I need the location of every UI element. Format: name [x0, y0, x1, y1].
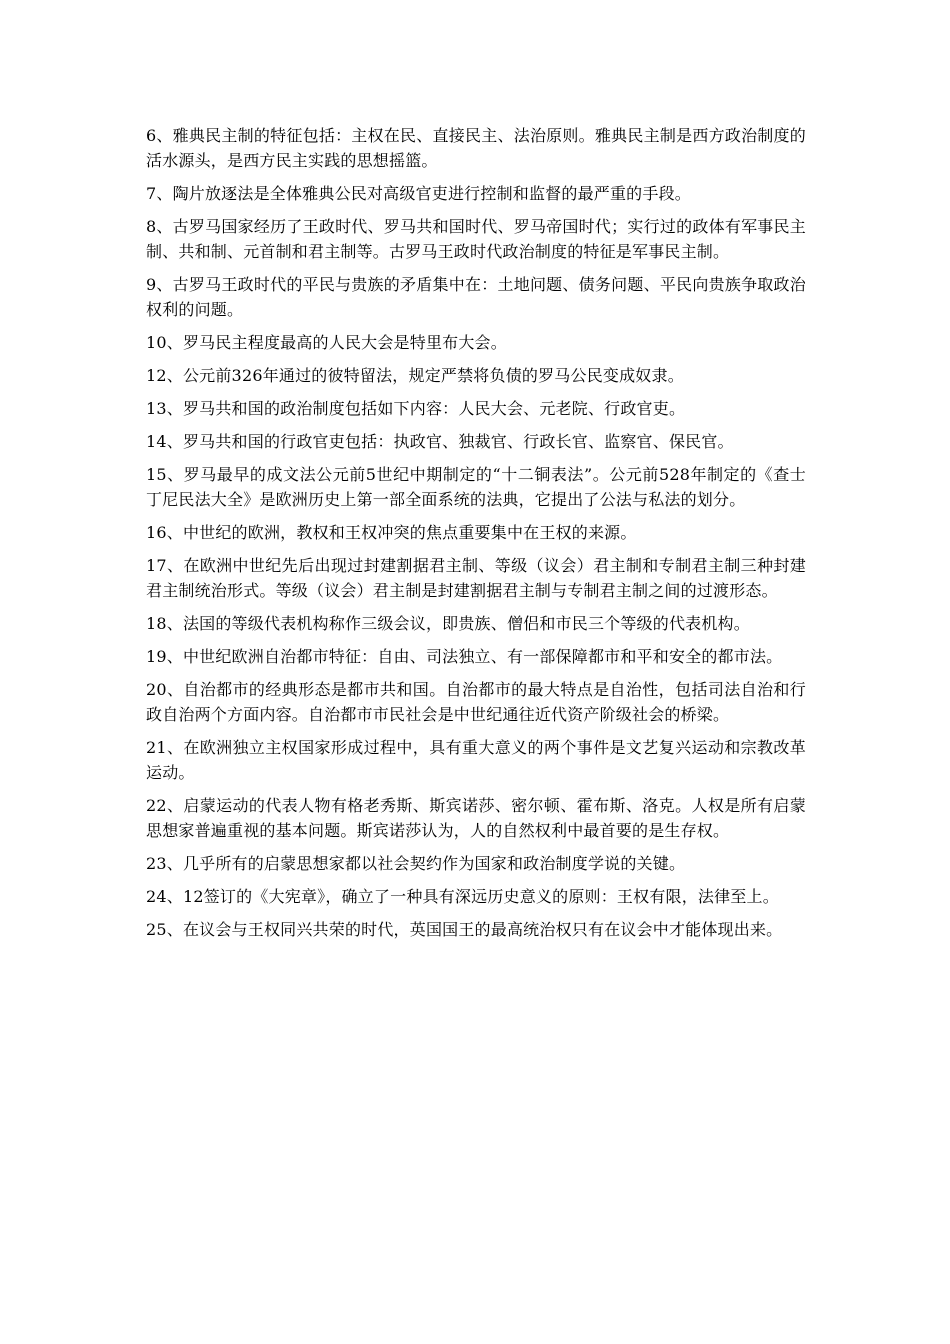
paragraph-16: 16、中世纪的欧洲，教权和王权冲突的焦点重要集中在王权的来源。: [146, 523, 637, 542]
paragraph-17: 17、在欧洲中世纪先后出现过封建割据君主制、等级（议会）君主制和专制君主制三种封建君主制统治形式。等级（议会）君主制是封建割据君主制与专制君主制之间的过渡形态。: [146, 556, 806, 600]
paragraph-7: 7、陶片放逐法是全体雅典公民对高级官吏进行控制和监督的最严重的手段。: [146, 184, 691, 203]
paragraph-14: 14、罗马共和国的行政官吏包括：执政官、独裁官、行政长官、监察官、保民官。: [146, 432, 734, 451]
paragraph-21: 21、在欧洲独立主权国家形成过程中，具有重大意义的两个事件是文艺复兴运动和宗教改革运动。: [146, 738, 806, 782]
paragraph-22: 22、启蒙运动的代表人物有格老秀斯、斯宾诺莎、密尔顿、霍布斯、洛克。人权是所有启蒙思想家普遍重视的基本问题。斯宾诺莎认为，人的自然权利中最首要的是生存权。: [146, 796, 806, 840]
paragraph-25: 25、在议会与王权同兴共荣的时代，英国国王的最高统治权只有在议会中才能体现出来。: [146, 920, 783, 939]
paragraph-10: 10、罗马民主程度最高的人民大会是特里布大会。: [146, 333, 507, 352]
paragraph-15: 15、罗马最早的成文法公元前5世纪中期制定的“十二铜表法”。公元前528年制定的《查士丁尼民法大全》是欧洲历史上第一部全面系统的法典，它提出了公法与私法的划分。: [146, 465, 806, 509]
paragraph-13: 13、罗马共和国的政治制度包括如下内容：人民大会、元老院、行政官吏。: [146, 399, 686, 418]
paragraph-19: 19、中世纪欧洲自治都市特征：自由、司法独立、有一部保障都市和平和安全的都市法。: [146, 647, 783, 666]
paragraph-8: 8、古罗马国家经历了王政时代、罗马共和国时代、罗马帝国时代；实行过的政体有军事民主制、共和制、元首制和君主制等。古罗马王政时代政治制度的特征是军事民主制。: [146, 217, 806, 261]
paragraph-9: 9、古罗马王政时代的平民与贵族的矛盾集中在：土地问题、债务问题、平民向贵族争取政治权利的问题。: [146, 275, 806, 319]
paragraph-23: 23、几乎所有的启蒙思想家都以社会契约作为国家和政治制度学说的关键。: [146, 854, 686, 873]
paragraph-18: 18、法国的等级代表机构称作三级会议，即贵族、僧侣和市民三个等级的代表机构。: [146, 614, 750, 633]
document-body: [146, 123, 806, 950]
paragraph-24: 24、12签订的《大宪章》，确立了一种具有深远历史意义的原则：王权有限，法律至上。: [146, 887, 779, 906]
paragraph-20: 20、自治都市的经典形态是都市共和国。自治都市的最大特点是自治性，包括司法自治和行政自治两个方面内容。自治都市市民社会是中世纪通往近代资产阶级社会的桥梁。: [146, 680, 806, 724]
paragraph-6: 6、雅典民主制的特征包括：主权在民、直接民主、法治原则。雅典民主制是西方政治制度的活水源头，是西方民主实践的思想摇篮。: [146, 126, 806, 170]
paragraph-12: 12、公元前326年通过的彼特留法，规定严禁将负债的罗马公民变成奴隶。: [146, 366, 684, 385]
